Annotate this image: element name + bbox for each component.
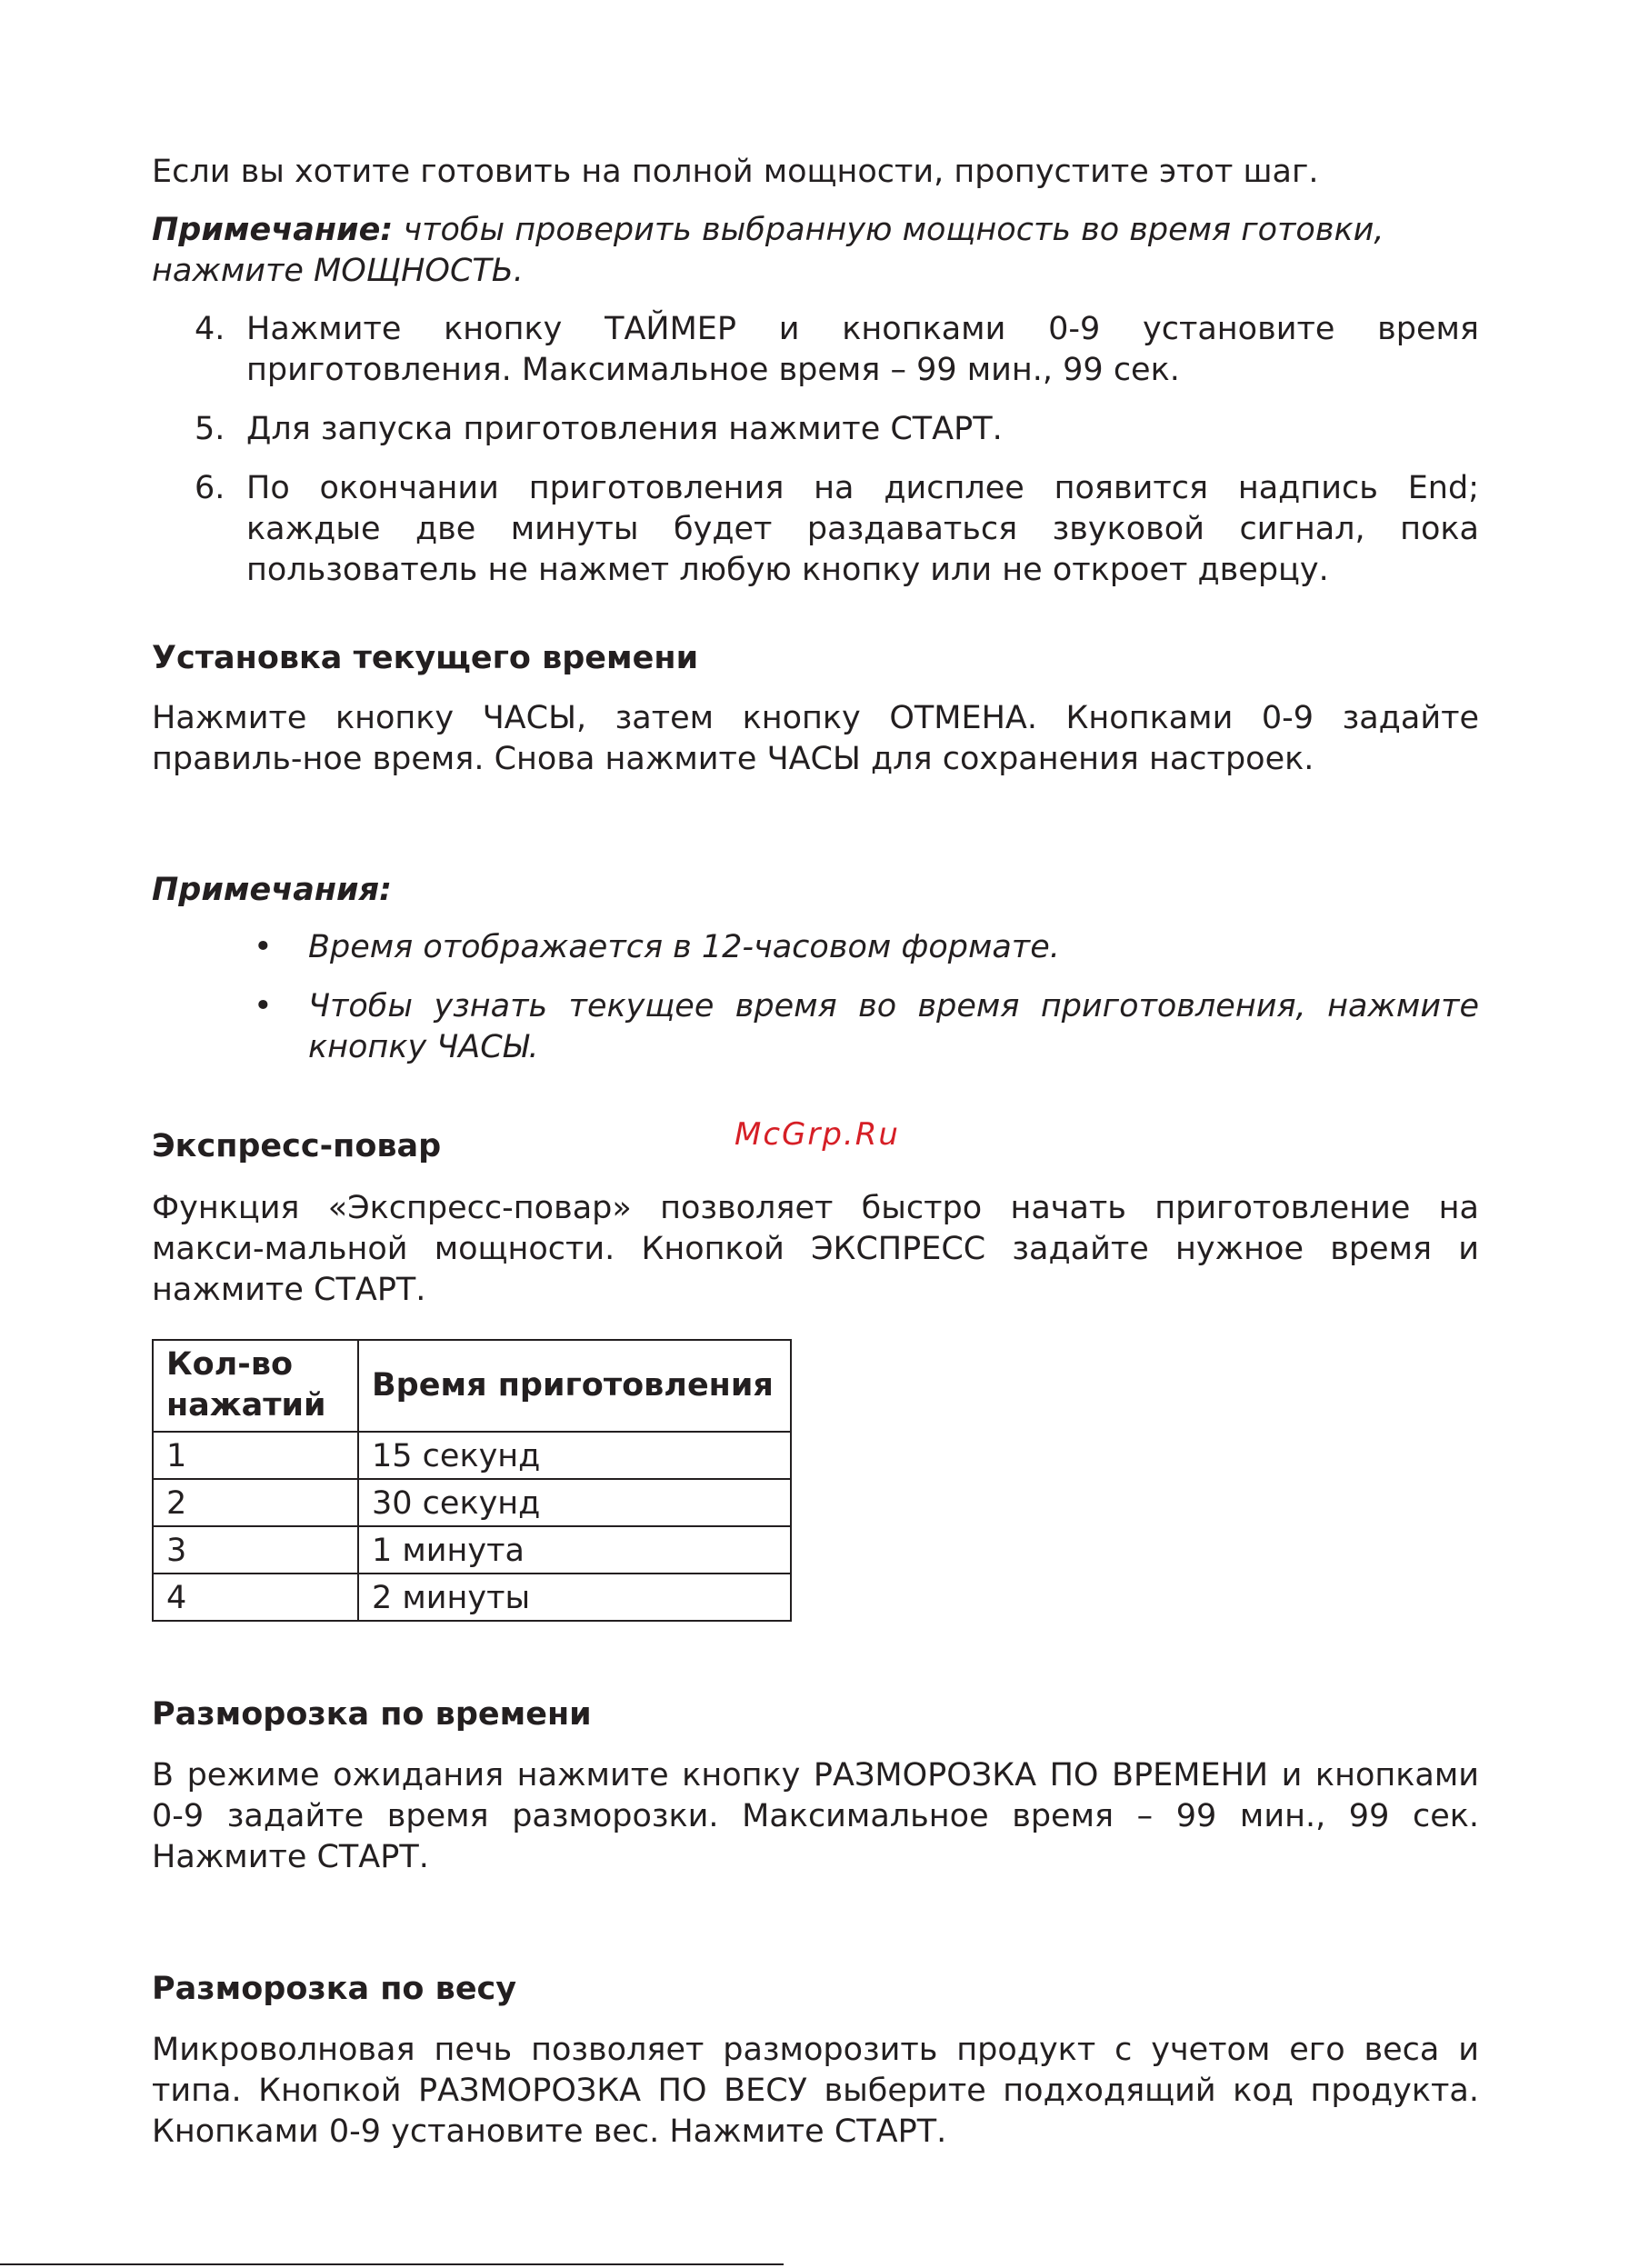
power-note-label: Примечание:	[152, 212, 394, 248]
defrost-time-text: В режиме ожидания нажмите кнопку РАЗМОРОЗКА ПО ВРЕМЕНИ и кнопками 0-9 задайте время разморозки. Максимальное время – 99 мин., 99 сек. Нажмите СТАРТ.	[152, 1757, 1479, 1875]
cell-time: 2 минуты	[358, 1574, 791, 1621]
step-text: Нажмите кнопку ТАЙМЕР и кнопками 0-9 установите время приготовления. Максимальное время – 99 мин., 99 сек.	[246, 311, 1479, 388]
step-text: Для запуска приготовления нажмите СТАРТ.	[246, 411, 1003, 447]
cell-presses: 1	[153, 1432, 358, 1479]
list-item	[152, 409, 1479, 450]
cell-time: 1 минута	[358, 1526, 791, 1574]
header-presses: Кол-во нажатий	[153, 1340, 358, 1432]
step-text: По окончании приготовления на дисплее появится надпись End; каждые две минуты будет раздаваться звуковой сигнал, пока пользователь не нажмет любую кнопку или не откроет дверцу.	[246, 470, 1479, 588]
bullet-icon: •	[254, 929, 273, 965]
table-row	[153, 1479, 791, 1526]
express-text: Функция «Экспресс-повар» позволяет быстро начать приготовление на макси-мальной мощности. Кнопкой ЭКСПРЕСС задайте нужное время и нажмите СТАРТ.	[152, 1190, 1479, 1308]
clock-notes-title: Примечания:	[152, 872, 393, 908]
power-note	[152, 210, 1479, 292]
cell-time: 15 секунд	[358, 1432, 791, 1479]
defrost-weight-title: Разморозка по весу	[152, 1971, 517, 2007]
header-cook-time: Время приготовления	[358, 1340, 791, 1432]
note-text: Чтобы узнать текущее время во время приготовления, нажмите кнопку ЧАСЫ.	[308, 988, 1479, 1065]
note-text: Время отображается в 12-часовом формате.	[308, 929, 1060, 965]
clock-section-title: Установка текущего времени	[152, 640, 699, 676]
table-row	[153, 1432, 791, 1479]
list-item	[152, 309, 1479, 391]
list-item	[152, 927, 1479, 968]
bottom-rule	[0, 2263, 784, 2265]
cell-time: 30 секунд	[358, 1479, 791, 1526]
power-note-text: чтобы проверить выбранную мощность во время готовки, нажмите МОЩНОСТЬ.	[152, 212, 1384, 289]
step-number: 5.	[195, 411, 225, 447]
table-header-row	[153, 1340, 791, 1432]
bullet-icon: •	[254, 988, 273, 1024]
express-table	[152, 1339, 792, 1622]
clock-notes-list	[152, 927, 1479, 1068]
table-row	[153, 1526, 791, 1574]
list-item	[152, 986, 1479, 1068]
defrost-weight-text: Микроволновая печь позволяет разморозить продукт с учетом его веса и типа. Кнопкой РАЗМОРОЗКА ПО ВЕСУ выберите подходящий код продукта. Кнопками 0-9 установите вес. Нажмите СТАРТ.	[152, 2032, 1479, 2150]
list-item	[152, 468, 1479, 591]
clock-text: Нажмите кнопку ЧАСЫ, затем кнопку ОТМЕНА. Кнопками 0-9 задайте правиль-ное время. Снова нажмите ЧАСЫ для сохранения настроек.	[152, 700, 1479, 777]
table-row	[153, 1574, 791, 1621]
defrost-time-title: Разморозка по времени	[152, 1696, 592, 1733]
cell-presses: 3	[153, 1526, 358, 1574]
step-number: 4.	[195, 311, 225, 347]
express-section-title: Экспресс-повар	[152, 1128, 442, 1164]
step-number: 6.	[195, 470, 225, 506]
intro-text: Если вы хотите готовить на полной мощности, пропустите этот шаг.	[152, 154, 1319, 190]
cell-presses: 2	[153, 1479, 358, 1526]
cell-presses: 4	[153, 1574, 358, 1621]
steps-list	[152, 309, 1479, 591]
watermark-text: McGrp.Ru	[735, 1116, 900, 1153]
